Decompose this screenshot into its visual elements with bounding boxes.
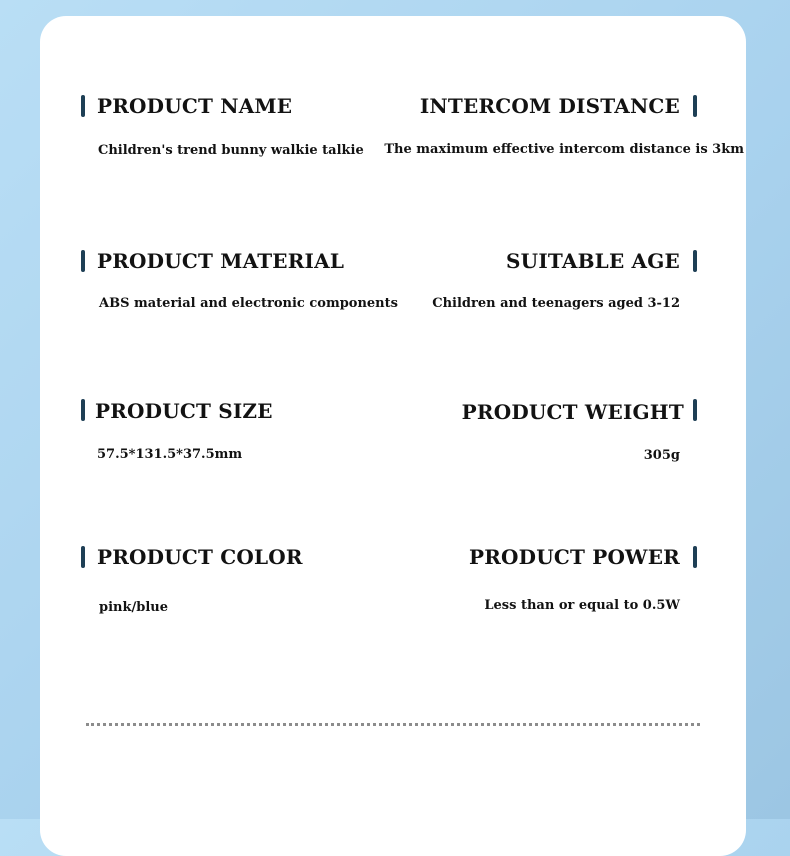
spec-title-intercom-distance: INTERCOM DISTANCE (419, 94, 680, 118)
spec-title-product-power: PRODUCT POWER (468, 545, 680, 569)
spec-title-product-material: PRODUCT MATERIAL (97, 249, 345, 273)
accent-bar (693, 250, 697, 272)
spec-value-product-weight: 305g (643, 448, 680, 463)
spec-title-product-name: PRODUCT NAME (97, 94, 293, 118)
spec-title-suitable-age: SUITABLE AGE (506, 249, 680, 273)
accent-bar (81, 546, 85, 568)
spec-value-product-size: 57.5*131.5*37.5mm (97, 447, 243, 462)
spec-value-product-color: pink/blue (99, 600, 168, 615)
spec-title-product-size: PRODUCT SIZE (95, 399, 273, 423)
spec-title-product-weight: PRODUCT WEIGHT (461, 400, 684, 424)
accent-bar (81, 95, 85, 117)
spec-value-intercom-distance: The maximum effective intercom distance is 3km (384, 142, 744, 157)
dotted-divider (86, 723, 700, 726)
accent-bar (693, 95, 697, 117)
accent-bar (693, 546, 697, 568)
accent-bar (81, 399, 85, 421)
accent-bar (81, 250, 85, 272)
accent-bar (693, 399, 697, 421)
spec-value-product-name: Children's trend bunny walkie talkie (98, 143, 364, 158)
spec-value-product-material: ABS material and electronic components (99, 296, 398, 311)
spec-value-product-power: Less than or equal to 0.5W (484, 598, 680, 613)
spec-value-suitable-age: Children and teenagers aged 3-12 (432, 296, 680, 311)
spec-title-product-color: PRODUCT COLOR (97, 545, 303, 569)
